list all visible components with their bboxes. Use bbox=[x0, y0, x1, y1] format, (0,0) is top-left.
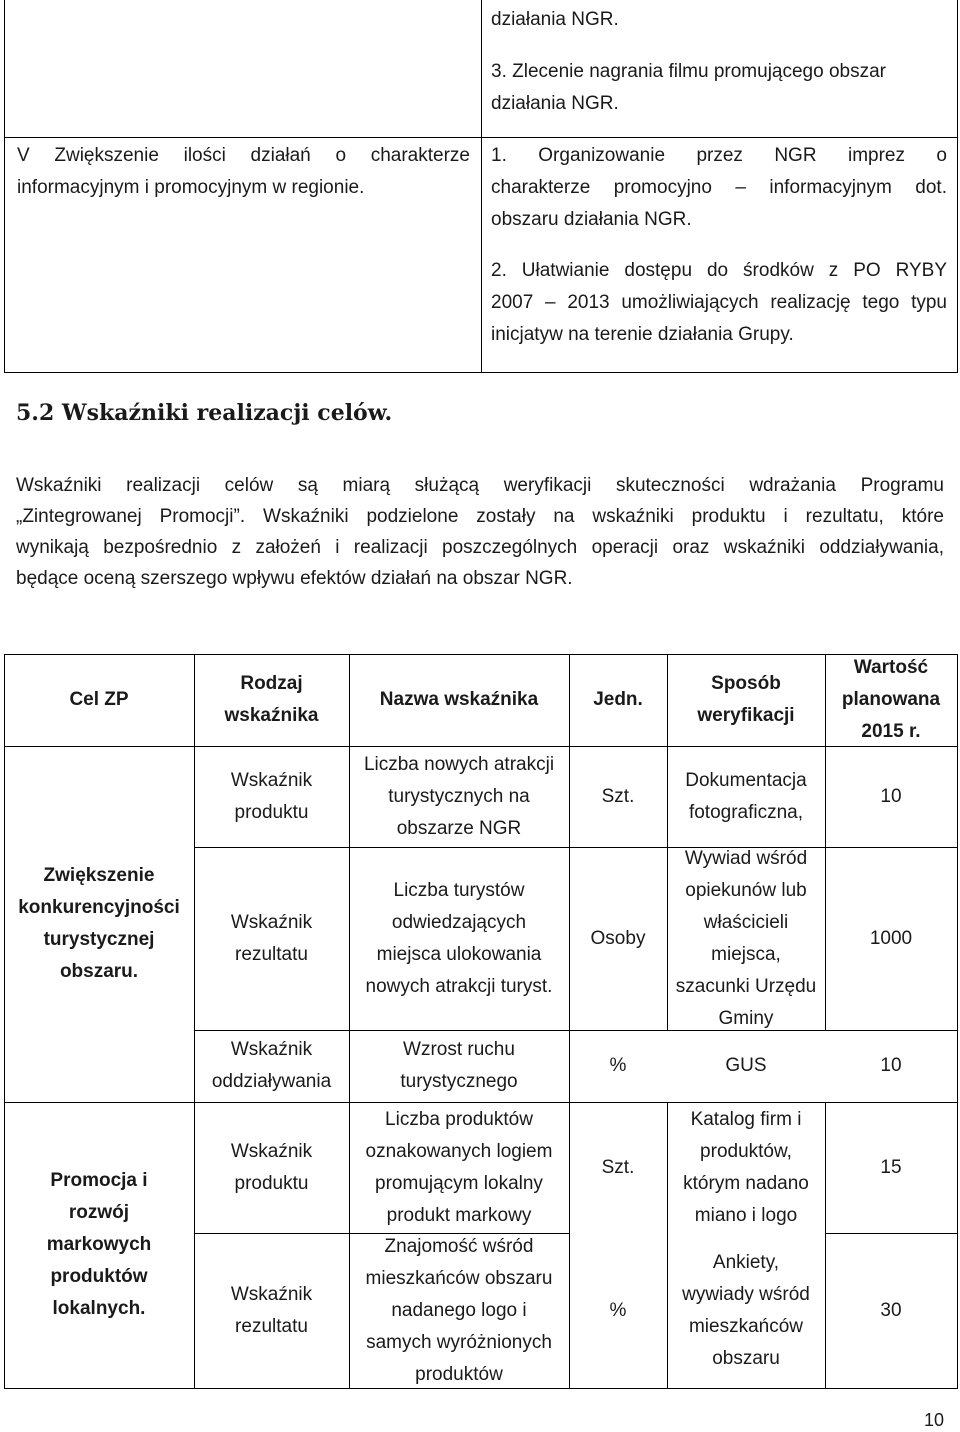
cell-line: produktu bbox=[234, 801, 309, 823]
cell-line: Promocja i bbox=[50, 1170, 148, 1191]
cell-line: samych wyróżnionych bbox=[366, 1331, 552, 1353]
cell-line: Znajomość wśród bbox=[384, 1235, 534, 1257]
cell-line: Katalog firm i bbox=[690, 1108, 802, 1130]
cell-line: Cel ZP bbox=[69, 689, 129, 710]
cell-line: mieszkańców obszaru bbox=[365, 1267, 553, 1289]
table-border bbox=[957, 654, 958, 1389]
indicator-value bbox=[825, 847, 957, 1030]
indicator-name bbox=[349, 847, 569, 1030]
cell-line: Wywiad wśród bbox=[684, 847, 808, 869]
cell-line: produktów bbox=[415, 1363, 503, 1385]
cell-line: miejsca, bbox=[711, 943, 781, 965]
cell-line: miano i logo bbox=[694, 1204, 798, 1226]
cell-line: Szt. bbox=[601, 1156, 635, 1178]
text-line: inicjatyw na terenie działania Grupy. bbox=[491, 324, 794, 345]
indicator-unit bbox=[569, 1102, 667, 1233]
cell-line: Wartość bbox=[853, 657, 929, 678]
cell-line: Liczba turystów bbox=[393, 879, 525, 901]
cell-line: % bbox=[609, 1055, 627, 1076]
cell-line: Rodzaj bbox=[240, 673, 303, 694]
goal-cell bbox=[4, 746, 194, 1102]
text-line: informacyjnym i promocyjnym w regionie. bbox=[17, 177, 365, 198]
paragraph-line: będące oceną szerszego wpływu efektów działań na obszar NGR. bbox=[16, 568, 573, 589]
text-line: 2. Ułatwianie dostępu do środków z PO RYBY bbox=[491, 260, 947, 281]
cell-line: 2015 r. bbox=[861, 721, 921, 742]
cell-line: turystycznej bbox=[43, 929, 155, 950]
cell-line: 10 bbox=[880, 1055, 902, 1076]
cell-line: turystycznego bbox=[400, 1071, 518, 1092]
cell-line: Wskaźnik bbox=[230, 1039, 313, 1060]
header-rodzaj bbox=[194, 654, 349, 746]
cell-line: planowana bbox=[841, 689, 941, 710]
cell-line: Dokumentacja bbox=[685, 769, 807, 791]
cell-line: miejsca ulokowania bbox=[376, 943, 542, 965]
cell-line: nowych atrakcji turyst. bbox=[365, 975, 553, 997]
goal-v-text bbox=[17, 140, 470, 204]
indicator-type bbox=[194, 1030, 349, 1102]
cell-line: Nazwa wskaźnika bbox=[379, 689, 539, 710]
cell-line: produktu bbox=[234, 1172, 309, 1194]
indicator-type bbox=[194, 746, 349, 847]
header-sposob bbox=[667, 654, 825, 746]
text-line: działania NGR. bbox=[491, 9, 619, 30]
page-number: 10 bbox=[923, 1410, 944, 1430]
indicator-unit bbox=[569, 1233, 667, 1388]
cell-line: konkurencyjności bbox=[18, 897, 180, 918]
cell-line: oznakowanych logiem bbox=[365, 1140, 553, 1162]
cell-line: właścicieli bbox=[703, 911, 789, 933]
cell-line: wskaźnika bbox=[224, 705, 319, 726]
cell-line: 1000 bbox=[869, 927, 913, 949]
indicator-name bbox=[349, 1102, 569, 1233]
cell-line: oddziaływania bbox=[211, 1071, 332, 1092]
intro-paragraph bbox=[16, 470, 944, 594]
cell-line: obszarze NGR bbox=[396, 817, 522, 839]
cell-line: Szt. bbox=[601, 785, 635, 807]
indicator-verification bbox=[667, 1233, 825, 1388]
action-1-text bbox=[491, 140, 947, 236]
cell-line: rezultatu bbox=[235, 1315, 308, 1337]
indicator-value bbox=[825, 1102, 957, 1233]
cell-line: mieszkańców bbox=[688, 1315, 804, 1337]
cell-line: szacunki Urzędu bbox=[675, 975, 817, 997]
cell-line: Wskaźnik bbox=[230, 1140, 313, 1162]
cell-line: obszaru bbox=[712, 1347, 780, 1369]
indicator-value bbox=[825, 746, 957, 847]
cell-line: promującym lokalny bbox=[375, 1172, 543, 1194]
cell-line: produkt markowy bbox=[386, 1204, 532, 1226]
cell-line: GUS bbox=[725, 1055, 767, 1076]
text-line: obszaru działania NGR. bbox=[491, 209, 692, 230]
cell-line: Jedn. bbox=[593, 689, 643, 710]
goal-cell bbox=[4, 1102, 194, 1388]
indicator-name bbox=[349, 1030, 569, 1102]
cell-line: Wskaźnik bbox=[230, 911, 313, 933]
cell-line: lokalnych. bbox=[52, 1298, 146, 1319]
cell-line: Osoby bbox=[590, 927, 646, 949]
cell-line: Gminy bbox=[718, 1007, 774, 1029]
cell-line: obszaru. bbox=[59, 961, 139, 982]
cell-line: Wskaźnik bbox=[230, 1283, 313, 1305]
cell-line: Liczba nowych atrakcji bbox=[363, 753, 555, 775]
cell-line: Liczba produktów bbox=[385, 1108, 533, 1130]
cell-line: turystycznych na bbox=[388, 785, 530, 807]
column-divider bbox=[481, 0, 482, 372]
cell-line: produktów, bbox=[700, 1140, 792, 1162]
cell-line: fotograficzna, bbox=[688, 801, 804, 823]
text-line: 1. Organizowanie przez NGR imprez o bbox=[491, 145, 947, 166]
header-wartosc bbox=[825, 654, 957, 746]
action-2-text bbox=[491, 255, 947, 351]
cell-line: Wskaźnik bbox=[230, 769, 313, 791]
cell-line: Wzrost ruchu bbox=[403, 1039, 515, 1060]
cell-line: markowych bbox=[46, 1234, 152, 1255]
text-line: 3. Zlecenie nagrania filmu promującego obszar bbox=[491, 61, 886, 82]
cell-line: nadanego logo i bbox=[391, 1299, 527, 1321]
indicator-name bbox=[349, 1233, 569, 1388]
paragraph-line: Wskaźniki realizacji celów są miarą służącą weryfikacji skuteczności wdrażania Programu bbox=[16, 475, 944, 496]
text-line: działania NGR. bbox=[491, 93, 619, 114]
text-line: 2007 – 2013 umożliwiających realizację tego typu bbox=[491, 292, 947, 313]
cell-line: rozwój bbox=[68, 1202, 130, 1223]
cell-line: odwiedzających bbox=[391, 911, 527, 933]
cell-line: weryfikacji bbox=[697, 705, 795, 726]
indicator-verification bbox=[667, 847, 825, 1030]
cell-line: produktów bbox=[50, 1266, 148, 1287]
cell-line: Zwiększenie bbox=[43, 865, 155, 886]
indicator-verification bbox=[667, 1030, 825, 1102]
indicator-unit bbox=[569, 1030, 667, 1102]
cell-line: wywiady wśród bbox=[682, 1283, 810, 1305]
prev-row-text bbox=[491, 4, 947, 120]
indicator-name bbox=[349, 746, 569, 847]
section-heading: 5.2 Wskaźniki realizacji celów. bbox=[16, 400, 393, 426]
header-cel-zp bbox=[4, 654, 194, 746]
cell-line: % bbox=[609, 1299, 627, 1321]
text-line: V Zwiększenie ilości działań o charakterze bbox=[17, 145, 470, 166]
cell-line: którym nadano bbox=[683, 1172, 809, 1194]
indicator-type bbox=[194, 1102, 349, 1233]
header-nazwa bbox=[349, 654, 569, 746]
cell-line: Ankiety, bbox=[712, 1251, 780, 1273]
cell-line: 15 bbox=[880, 1156, 902, 1178]
indicator-type bbox=[194, 847, 349, 1030]
indicator-verification bbox=[667, 1102, 825, 1233]
cell-line: Sposób bbox=[711, 673, 781, 694]
indicator-value bbox=[825, 1233, 957, 1388]
indicator-unit bbox=[569, 746, 667, 847]
indicator-unit bbox=[569, 847, 667, 1030]
cell-line: rezultatu bbox=[235, 943, 308, 965]
cell-line: opiekunów lub bbox=[685, 879, 807, 901]
text-line: charakterze promocyjno – informacyjnym dot. bbox=[491, 177, 947, 198]
cell-line: 10 bbox=[880, 785, 902, 807]
indicator-value bbox=[825, 1030, 957, 1102]
indicator-verification bbox=[667, 746, 825, 847]
indicators-table bbox=[4, 654, 957, 1388]
paragraph-line: wynikają bezpośrednio z założeń i realizacji poszczególnych operacji oraz wskaźniki oddziaływania, bbox=[16, 537, 944, 558]
cell-line: 30 bbox=[880, 1299, 902, 1321]
row-divider bbox=[5, 137, 957, 138]
indicator-type bbox=[194, 1233, 349, 1388]
top-table bbox=[4, 0, 958, 373]
header-jedn bbox=[569, 654, 667, 746]
paragraph-line: „Zintegrowanej Promocji”. Wskaźniki podzielone zostały na wskaźniki produktu i rezultatu, które bbox=[16, 506, 944, 527]
